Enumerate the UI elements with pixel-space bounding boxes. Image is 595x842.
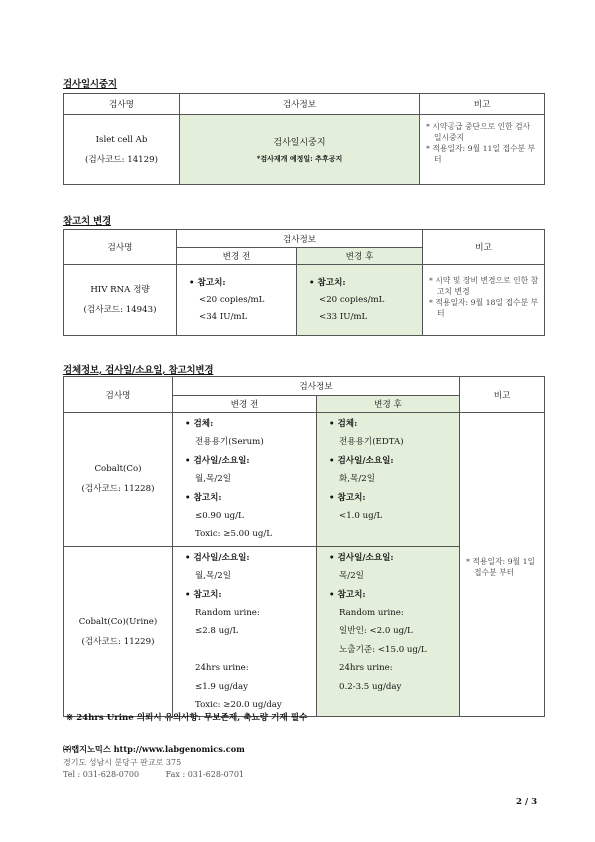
test-code: (검사코드: 14129) [85,154,158,165]
header-test-name: 검사명 [64,377,173,413]
after-line: <1.0 ug/L [339,511,383,522]
header-note: 비고 [420,94,545,115]
header-note: 비고 [423,230,545,265]
before-line: Random urine: [195,608,260,619]
after-cell [317,546,460,717]
test-code: (검사코드: 14943) [83,305,157,315]
before-line: • 검체: [185,419,214,429]
before-line: ≤1.9 ug/day [195,681,249,692]
note-item: * 시약공급 중단으로 인한 검사 일시중지 [426,122,531,142]
before-line: • 검사일/소요일: [185,455,250,466]
before-line: • 참고치: [185,589,222,600]
header-note: 비고 [460,377,545,413]
note-item: * 적용일자: 9월 18일 접수분 부터 [429,298,539,318]
header-after: 변경 후 [297,248,423,265]
after-line: 0.2-3.5 ug/day [339,681,402,692]
before-line: • 참고치: [189,277,226,288]
note-item: * 시약 및 장비 변경으로 인한 참고치 변경 [429,276,539,296]
test-name-cell [64,413,173,547]
reference-change-table [63,229,545,336]
note-cell [423,265,545,336]
before-line: Toxic: ≥20.0 ug/day [195,700,282,711]
address-line: 경기도 성남시 분당구 판교로 375 [63,758,182,767]
before-line [185,641,316,659]
after-line: 24hrs urine: [339,663,393,674]
tel-line [63,770,244,779]
test-code: (검사코드: 11228) [81,484,155,495]
before-cell [177,265,297,336]
after-line: • 참고치: [329,492,366,503]
test-name-cell [64,115,180,185]
header-test-info: 검사정보 [173,377,460,396]
after-line: • 참고치: [309,277,346,288]
section-title-multi-change: 검체정보, 검사일/소요일, 참고치변경 [63,365,214,376]
note-cell [460,413,545,717]
before-line: 전용용기(Serum) [195,437,264,448]
header-test-info: 검사정보 [177,230,423,248]
company-line: ㈜랩지노믹스 http://www.labgenomics.com [63,744,245,754]
header-test-name: 검사명 [64,94,180,115]
test-name: Islet cell Ab [95,134,148,145]
after-line: 목/2일 [339,571,364,582]
note-item: * 적용일자: 9월 11일 접수분 부터 [426,144,536,164]
before-cell [173,413,317,547]
before-line: • 참고치: [185,492,222,503]
before-line: ≤2.8 ug/L [195,626,239,637]
before-cell [173,546,317,717]
suspension-table [63,93,545,185]
section-title-reference-change: 참고치 변경 [63,216,111,227]
multi-change-table [63,376,545,717]
header-test-info: 검사정보 [180,94,420,115]
test-code: (검사코드: 11229) [81,636,155,647]
after-line: • 검체: [329,419,358,429]
after-line: 화,목/2일 [339,474,375,485]
section-title-suspension: 검사일시중지 [63,79,117,90]
before-line: 월,목/2일 [195,474,231,485]
before-line: <20 copies/mL [199,294,265,305]
test-name: Cobalt(Co) [94,464,142,475]
after-cell [317,413,460,547]
header-before: 변경 전 [177,248,297,265]
header-before: 변경 전 [173,396,317,413]
test-name-cell [64,546,173,717]
after-line: 전용용기(EDTA) [339,437,404,448]
header-after: 변경 후 [317,396,460,413]
test-name: HIV RNA 정량 [90,285,150,295]
after-line: <20 copies/mL [319,294,385,305]
tel: Tel : 031-628-0700 [63,770,140,779]
after-line: <33 IU/mL [319,311,368,322]
header-test-name: 검사명 [64,230,177,265]
after-line: 노출기준: <15.0 ug/L [339,644,427,655]
before-line: • 검사일/소요일: [185,552,250,563]
before-line: ≤0.90 ug/L [195,511,244,522]
before-line: 월,목/2일 [195,571,231,582]
test-info-cell [180,115,420,185]
test-name: Cobalt(Co)(Urine) [78,616,158,627]
before-line: Toxic: ≥5.00 ug/L [195,529,272,540]
after-cell [297,265,423,336]
note-cell [420,115,545,185]
note-item: * 적용일자: 9월 1일 접수분 부터 [466,556,536,577]
before-line: 24hrs urine: [195,663,249,674]
after-line: Random urine: [339,608,404,619]
suspension-label: 검사일시중지 [273,138,326,148]
fax: Fax : 031-628-0701 [165,770,245,779]
resume-date: *검사재개 예정일: 추후공지 [256,154,343,163]
after-line: • 참고치: [329,589,366,600]
test-name-cell [64,265,177,336]
after-line: • 검사일/소요일: [329,455,394,466]
page-number: 2 / 3 [516,797,538,807]
after-line: • 검사일/소요일: [329,552,394,563]
footnote: ※ 24hrs Urine 의뢰시 유의사항: 무보존제, 축뇨량 기재 필수 [66,713,308,723]
before-line: <34 IU/mL [199,311,248,322]
after-line: 일반인: <2.0 ug/L [339,626,413,637]
